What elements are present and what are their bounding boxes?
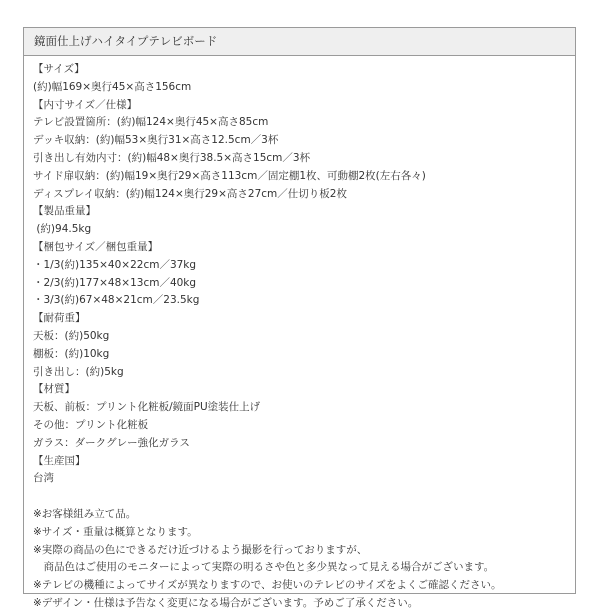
- section-heading-origin: 【生産国】: [33, 454, 86, 467]
- note-line: ※デザイン・仕様は予告なく変更になる場合がございます。予めご了承ください。: [33, 596, 419, 609]
- spec-line: (約)94.5kg: [33, 223, 92, 236]
- note-line: 商品色はご使用のモニターによって実際の明るさや色と多少異なって見える場合がございます。: [33, 561, 495, 574]
- section-heading-package: 【梱包サイズ／梱包重量】: [33, 240, 159, 253]
- section-heading-size: 【サイズ】: [33, 63, 85, 75]
- note-line: ※サイズ・重量は概算となります。: [33, 525, 198, 538]
- spec-line: 天板、前板：プリント化粧板/鏡面PU塗装仕上げ: [33, 401, 261, 414]
- note-line: ※テレビの機種によってサイズが異なりますので、お使いのテレビのサイズをよくご確認ください。: [33, 579, 502, 592]
- spec-line: 引き出し：(約)5kg: [33, 365, 124, 378]
- section-heading-weight: 【製品重量】: [33, 205, 96, 218]
- spec-line: 天板：(約)50kg: [33, 329, 110, 342]
- section-heading-load: 【耐荷重】: [33, 312, 86, 325]
- spec-table: [23, 27, 576, 609]
- spec-line: (約)幅169×奥行45×高さ156cm: [33, 80, 192, 93]
- spec-line: 引き出し有効内寸：(約)幅48×奥行38.5×高さ15cm／3杯: [33, 151, 311, 164]
- section-heading-inner-size: 【内寸サイズ／仕様】: [33, 98, 138, 111]
- spec-line: ディスプレイ収納：(約)幅124×奥行29×高さ27cm／仕切り板2枚: [33, 187, 347, 200]
- spec-line: ・1/3(約)135×40×22cm／37kg: [33, 258, 197, 271]
- spec-line: ・2/3(約)177×48×13cm／40kg: [33, 276, 197, 289]
- blank-line: [33, 488, 575, 506]
- note-line: ※実際の商品の色にできるだけ近づけるよう撮影を行っておりますが、: [33, 543, 368, 556]
- section-heading-material: 【材質】: [33, 383, 75, 396]
- spec-line: 台湾: [33, 472, 54, 485]
- note-line: ※お客様組み立て品。: [33, 507, 137, 520]
- spec-line: 棚板：(約)10kg: [33, 347, 110, 360]
- spec-line: サイド扉収納：(約)幅19×奥行29×高さ113cm／固定棚1枚、可動棚2枚(左右各々): [33, 169, 426, 182]
- spec-line: その他：プリント化粧板: [33, 418, 149, 431]
- spec-line: ガラス：ダークグレー強化ガラス: [33, 436, 190, 449]
- spec-line: ・3/3(約)67×48×21cm／23.5kg: [33, 294, 200, 307]
- spec-header: 鏡面仕上げハイタイプテレビボード: [24, 28, 575, 56]
- spec-body: [24, 56, 575, 613]
- spec-line: テレビ設置箇所：(約)幅124×奥行45×高さ85cm: [33, 116, 269, 129]
- spec-line: デッキ収納：(約)幅53×奥行31×高さ12.5cm／3杯: [33, 134, 279, 147]
